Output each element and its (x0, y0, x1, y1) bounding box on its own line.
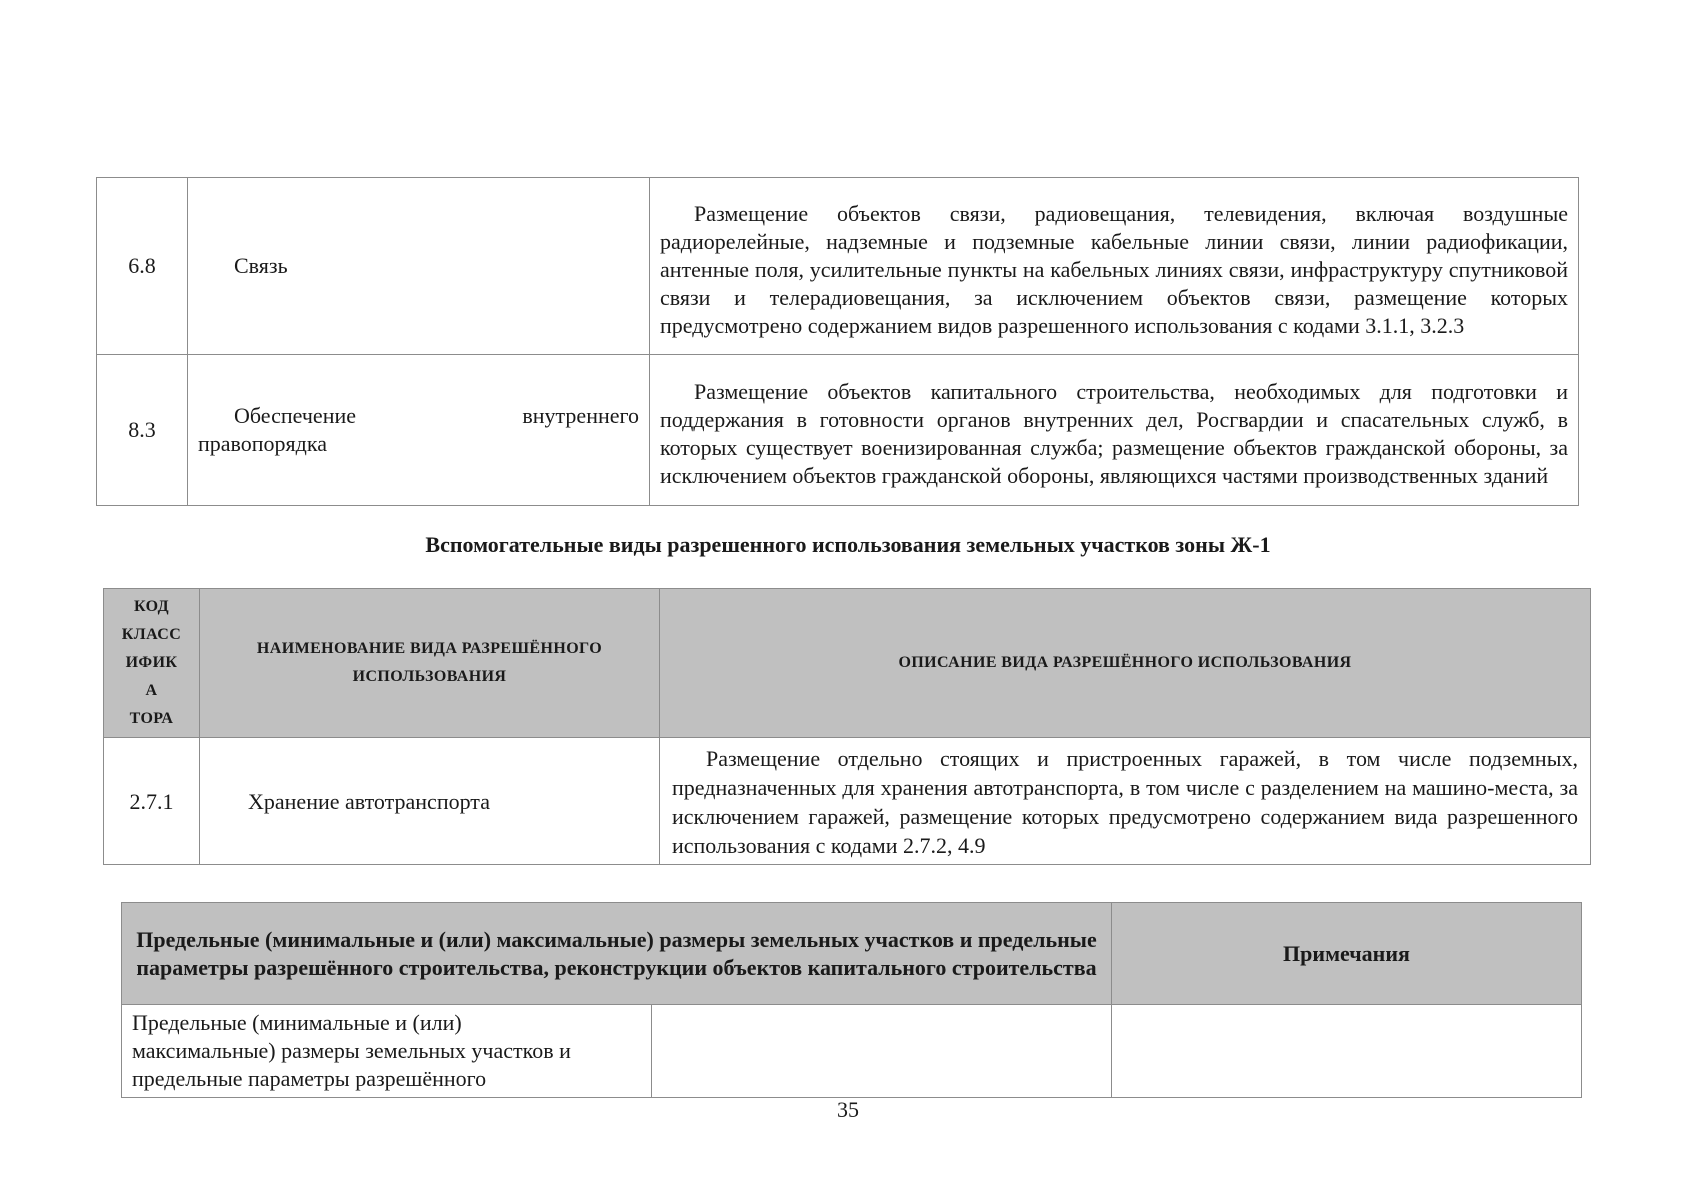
header-description: ОПИСАНИЕ ВИДА РАЗРЕШЁННОГО ИСПОЛЬЗОВАНИЯ (660, 589, 1591, 738)
use-description: Размещение отдельно стоящих и пристроенных гаражей, в том числе подземных, предназначенных для хранения автотранспорта, в том числе с разделением на машино-места, за исключением гаражей, размещение которых предусмотрено содержанием вида разрешенного использования с кодами 2.7.2, 4.9 (660, 738, 1591, 865)
parameter-value (652, 1005, 1112, 1098)
table-row (97, 355, 1579, 506)
table-header-row (122, 903, 1582, 1005)
use-code: 8.3 (97, 355, 188, 506)
parameter-note (1112, 1005, 1582, 1098)
table-row (97, 178, 1579, 355)
table-row (104, 738, 1591, 865)
use-name-line2: правопорядка (198, 431, 327, 456)
use-name: Хранение автотранспорта (200, 738, 660, 865)
page-number: 35 (837, 1097, 859, 1122)
use-code: 6.8 (97, 178, 188, 355)
use-code: 2.7.1 (104, 738, 200, 865)
table-row (122, 1005, 1582, 1098)
header-notes: Примечания (1112, 903, 1582, 1005)
parameters-table (121, 902, 1582, 1098)
use-name-line1: Обеспечение внутреннего (234, 403, 639, 428)
use-description: Размещение объектов капитального строительства, необходимых для подготовки и поддержания в готовности органов внутренних дел, Росгвардии и спасательных служб, в которых существует военизированная служба; размещение объектов гражданской обороны, за исключением объектов гражданской обороны, являющихся частями производственных зданий (650, 355, 1579, 506)
use-name (188, 355, 650, 506)
auxiliary-uses-table (103, 588, 1591, 865)
use-description: Размещение объектов связи, радиовещания, телевидения, включая воздушные радиорелейные, надземные и подземные кабельные линии связи, линии радиофикации, антенные поля, усилительные пункты на кабельных линиях связи, инфраструктуру спутниковой связи и телерадиовещания, за исключением объектов связи, размещение которых предусмотрено содержанием видов разрешенного использования с кодами 3.1.1, 3.2.3 (650, 178, 1579, 355)
permitted-use-table-continued (96, 177, 1579, 506)
table-header-row (104, 589, 1591, 738)
use-name: Связь (188, 178, 650, 355)
header-parameters: Предельные (минимальные и (или) максимальные) размеры земельных участков и предельные параметры разрешённого строительства, реконструкции объектов капитального строительства (122, 903, 1112, 1005)
section-heading: Вспомогательные виды разрешенного использования земельных участков зоны Ж-1 (425, 532, 1271, 557)
parameter-text: Предельные (минимальные и (или) максимальные) размеры земельных участков и предельные параметры разрешённого (122, 1005, 652, 1098)
header-name: НАИМЕНОВАНИЕ ВИДА РАЗРЕШЁННОГО ИСПОЛЬЗОВАНИЯ (200, 589, 660, 738)
header-code: КОД КЛАСС ИФИК А ТОРА (104, 589, 200, 738)
